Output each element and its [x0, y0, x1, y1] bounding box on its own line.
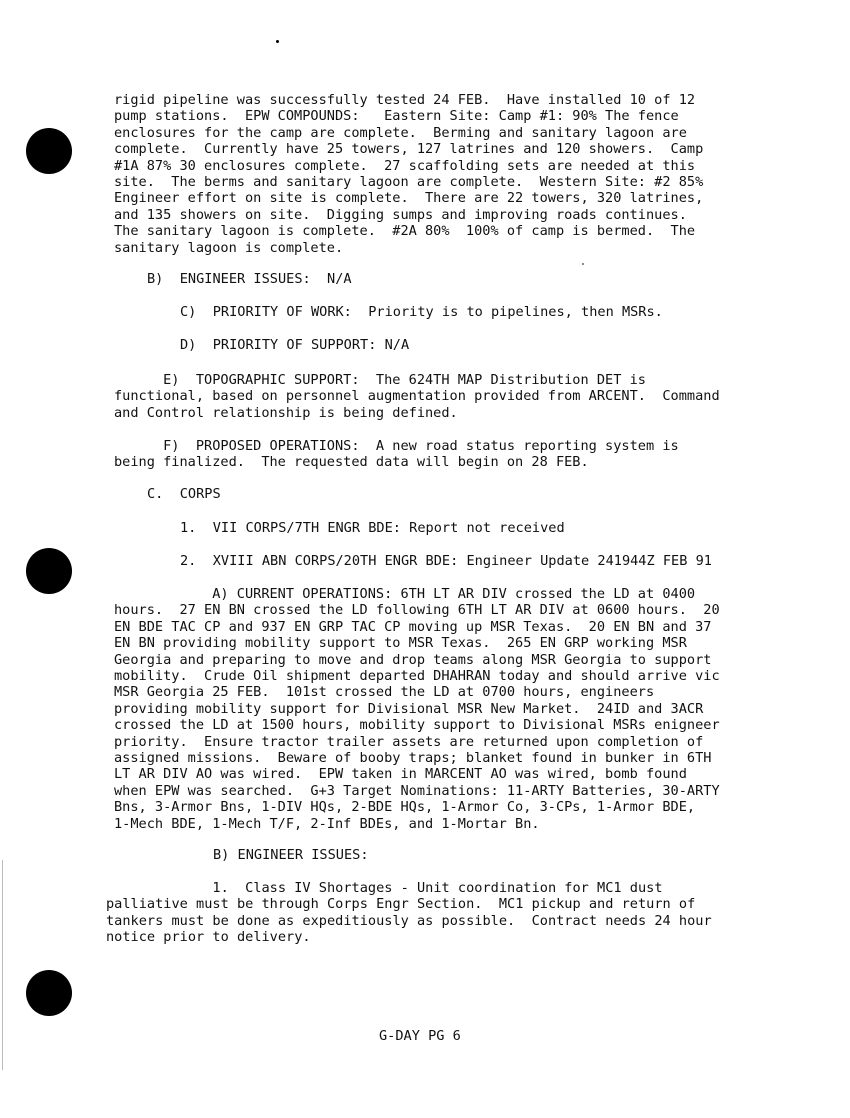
topographic-support-paragraph: E) TOPOGRAPHIC SUPPORT: The 624TH MAP Distribution DET is functional, based on personnel augmentation provided from ARCENT. Command and Control relationship is being defined. [114, 372, 720, 421]
punch-hole-top [26, 128, 72, 174]
engineer-issues-heading: B) ENGINEER ISSUES: [213, 847, 369, 863]
corps-item-vii-corps: 1. VII CORPS/7TH ENGR BDE: Report not received [180, 520, 565, 536]
page-footer: G-DAY PG 6 [379, 1028, 461, 1044]
corps-section-heading: C. CORPS [147, 486, 221, 502]
scan-speck [582, 263, 584, 265]
epw-compounds-paragraph: rigid pipeline was successfully tested 24 FEB. Have installed 10 of 12 pump stations. EPW COMPOUNDS: Eastern Site: Camp #1: 90% The fence enclosures for the camp are complete. Berming and sanitary lagoon are complete. Currently have 25 towers, 127 latrines and 120 showers. Camp #1A 87% 30 enclosures complete. 27 scaffolding sets are needed at this site. The berms and sanitary lagoon are complete. Western Site: #2 85% Engineer effort on site is complete. There are 22 towers, 320 latrines, and 135 showers on site. Digging sumps and improving roads continues. The sanitary lagoon is complete. #2A 80% 100% of camp is bermed. The sanitary lagoon is complete. [114, 92, 704, 256]
current-operations-paragraph: A) CURRENT OPERATIONS: 6TH LT AR DIV crossed the LD at 0400 hours. 27 EN BN crossed the LD following 6TH LT AR DIV at 0600 hours. 20 EN BDE TAC CP and 937 EN GRP TAC CP moving up MSR Texas. 20 EN BN and 37 EN BN providing mobility support to MSR Texas. 265 EN GRP working MSR Georgia and preparing to move and drop teams along MSR Georgia to support mobility. Crude Oil shipment departed DHAHRAN today and should arrive vic MSR Georgia 25 FEB. 101st crossed the LD at 0700 hours, engineers providing mobility support for Divisional MSR New Market. 24ID and 3ACR crossed the LD at 1500 hours, mobility support to Divisional MSRs enigneer priority. Ensure tractor trailer assets are returned upon completion of assigned missions. Beware of booby traps; blanket found in bunker in 6TH LT AR DIV AO was wired. EPW taken in MARCENT AO was wired, bomb found when EPW was searched. G+3 Target Nominations: 11-ARTY Batteries, 30-ARTY Bns, 3-Armor Bns, 1-DIV HQs, 2-BDE HQs, 1-Armor Co, 3-CPs, 1-Armor BDE, 1-Mech BDE, 1-Mech T/F, 2-Inf BDEs, and 1-Mortar Bn. [114, 586, 720, 832]
priority-of-work-line: C) PRIORITY OF WORK: Priority is to pipelines, then MSRs. [180, 304, 663, 320]
punch-hole-middle [26, 548, 72, 594]
corps-item-xviii-corps: 2. XVIII ABN CORPS/20TH ENGR BDE: Engineer Update 241944Z FEB 91 [180, 553, 712, 569]
priority-of-support-line: D) PRIORITY OF SUPPORT: N/A [180, 337, 410, 353]
engineer-issues-line: B) ENGINEER ISSUES: N/A [147, 271, 352, 287]
scan-edge-line [2, 860, 3, 1070]
class-iv-shortages-paragraph: 1. Class IV Shortages - Unit coordination for MC1 dust palliative must be through Corps Engr Section. MC1 pickup and return of tankers must be done as expeditiously as possible. Contract needs 24 hour notice prior to delivery. [106, 880, 712, 946]
scan-speck [276, 40, 279, 43]
punch-hole-bottom [26, 970, 72, 1016]
proposed-operations-paragraph: F) PROPOSED OPERATIONS: A new road status reporting system is being finalized. The requested data will begin on 28 FEB. [114, 438, 679, 471]
